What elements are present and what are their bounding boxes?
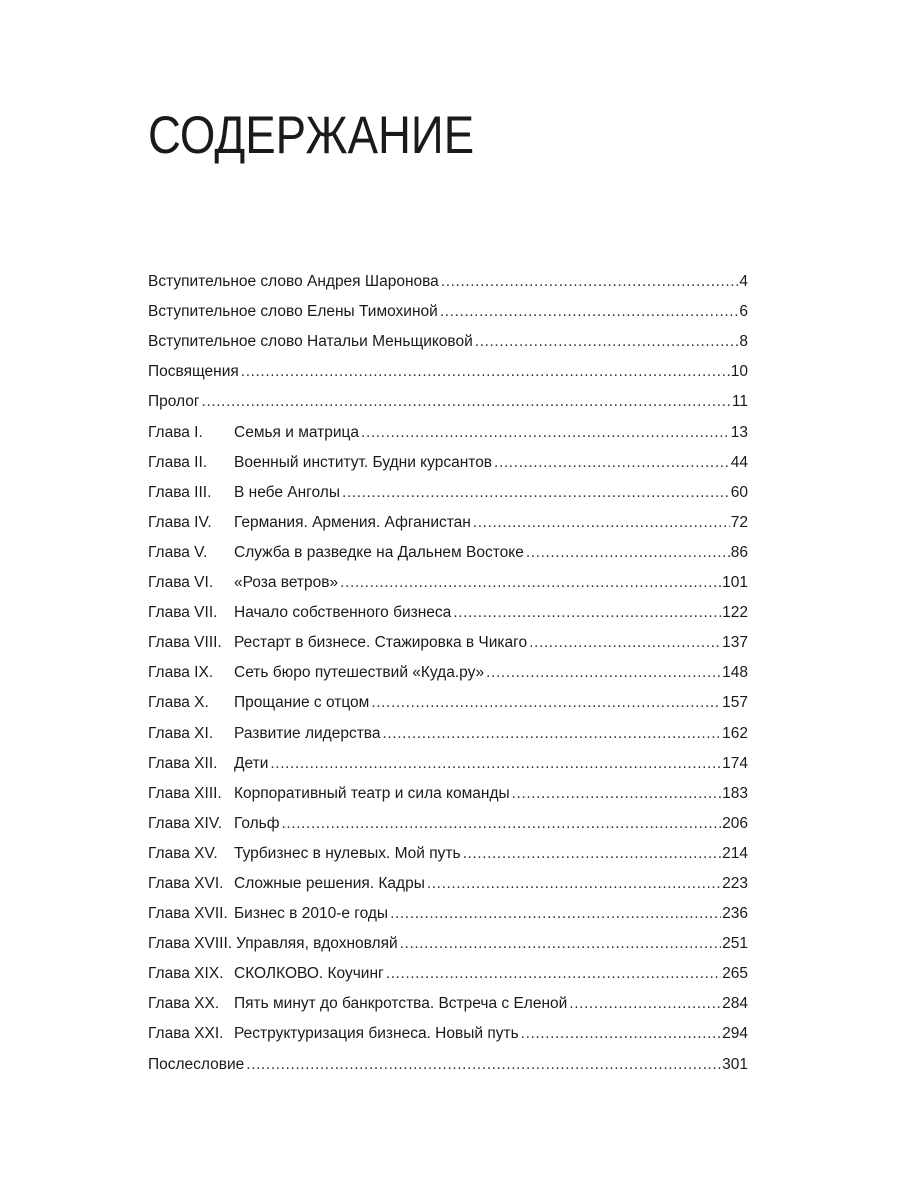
toc-dot-leader bbox=[202, 393, 731, 410]
toc-page-number: 301 bbox=[722, 1055, 748, 1073]
toc-entry bbox=[148, 621, 748, 651]
toc-page-number: 162 bbox=[722, 724, 748, 742]
toc-entry-title: Вступительное слово Елены Тимохиной bbox=[148, 303, 438, 321]
toc-dot-leader bbox=[521, 1025, 721, 1042]
toc-page-number: 13 bbox=[730, 423, 748, 441]
toc-dot-leader bbox=[371, 694, 721, 711]
toc-entry bbox=[148, 772, 748, 802]
toc-entry bbox=[148, 591, 748, 621]
toc-entry bbox=[148, 651, 748, 681]
toc-chapter-number: Глава IX. bbox=[148, 664, 234, 681]
toc-entry-title: Сеть бюро путешествий «Куда.ру» bbox=[234, 664, 485, 682]
toc-page-number: 236 bbox=[722, 905, 748, 923]
toc-entry bbox=[148, 260, 748, 290]
toc-page-number: 4 bbox=[739, 273, 748, 291]
toc-page-number: 251 bbox=[722, 935, 748, 953]
toc-page-number: 157 bbox=[722, 694, 748, 712]
toc-entry-title: В небе Анголы bbox=[234, 483, 340, 501]
toc-dot-leader bbox=[475, 333, 739, 350]
toc-entry bbox=[148, 862, 748, 892]
toc-page-number: 8 bbox=[739, 333, 748, 351]
toc-dot-leader bbox=[282, 815, 722, 832]
toc-chapter-number: Глава X. bbox=[148, 694, 234, 711]
toc-entry bbox=[148, 471, 748, 501]
toc-page-number: 122 bbox=[722, 604, 748, 622]
toc-entry bbox=[148, 380, 748, 410]
toc-dot-leader bbox=[440, 303, 739, 320]
toc-entry bbox=[148, 441, 748, 471]
toc-chapter-number: Глава XXI. bbox=[148, 1025, 234, 1042]
toc-entry bbox=[148, 982, 748, 1012]
toc-page-number: 72 bbox=[730, 513, 748, 531]
toc-chapter-number: Глава XIII. bbox=[148, 785, 234, 802]
toc-dot-leader bbox=[526, 544, 730, 561]
toc-entry-title: Пролог bbox=[148, 393, 200, 411]
toc-dot-leader bbox=[486, 664, 721, 681]
toc-entry-title: Вступительное слово Андрея Шаронова bbox=[148, 273, 439, 291]
toc-page-number: 101 bbox=[722, 574, 748, 592]
toc-entry bbox=[148, 290, 748, 320]
toc-page-number: 206 bbox=[722, 814, 748, 832]
toc-page-number: 284 bbox=[722, 995, 748, 1013]
toc-chapter-number: Глава XVI. bbox=[148, 875, 234, 892]
toc-chapter-number: Глава XI. bbox=[148, 725, 234, 742]
toc-dot-leader bbox=[400, 935, 721, 952]
toc-chapter-number: Глава XX. bbox=[148, 995, 234, 1012]
toc-chapter-number: Глава XV. bbox=[148, 845, 234, 862]
toc-chapter-number: Глава XVII. bbox=[148, 905, 234, 922]
toc-entry bbox=[148, 742, 748, 772]
toc-entry-title: СКОЛКОВО. Коучинг bbox=[234, 965, 384, 983]
toc-entry-title: Управляя, вдохновляй bbox=[236, 935, 398, 953]
toc-chapter-number: Глава I. bbox=[148, 424, 234, 441]
toc-chapter-number: Глава XIX. bbox=[148, 965, 234, 982]
toc-chapter-number: Глава XIV. bbox=[148, 815, 234, 832]
toc-entry-title: Пять минут до банкротства. Встреча с Еленой bbox=[234, 995, 568, 1013]
toc-dot-leader bbox=[246, 1056, 721, 1073]
toc-page-number: 265 bbox=[722, 965, 748, 983]
toc-entry bbox=[148, 561, 748, 591]
toc-page-number: 214 bbox=[722, 844, 748, 862]
toc-entry-title: Прощание с отцом bbox=[234, 694, 370, 712]
toc-entry bbox=[148, 952, 748, 982]
toc-entry bbox=[148, 802, 748, 832]
toc-page-number: 44 bbox=[730, 453, 748, 471]
toc-entry bbox=[148, 531, 748, 561]
toc-dot-leader bbox=[463, 845, 722, 862]
toc-page-number: 137 bbox=[722, 634, 748, 652]
toc-dot-leader bbox=[512, 785, 721, 802]
toc-dot-leader bbox=[270, 755, 721, 772]
toc-entry-title: Служба в разведке на Дальнем Востоке bbox=[234, 543, 524, 561]
table-of-contents bbox=[148, 260, 748, 1073]
toc-dot-leader bbox=[427, 875, 721, 892]
toc-dot-leader bbox=[390, 905, 721, 922]
page-title: СОДЕРЖАНИЕ bbox=[148, 106, 475, 165]
toc-dot-leader bbox=[453, 604, 721, 621]
toc-chapter-number: Глава III. bbox=[148, 484, 234, 501]
toc-entry-title: Дети bbox=[234, 754, 269, 772]
toc-page-number: 11 bbox=[731, 393, 748, 411]
toc-dot-leader bbox=[241, 363, 730, 380]
toc-dot-leader bbox=[473, 514, 730, 531]
toc-chapter-number: Глава II. bbox=[148, 454, 234, 471]
toc-page-number: 148 bbox=[722, 664, 748, 682]
toc-entry-title: Гольф bbox=[234, 814, 280, 832]
toc-chapter-number: Глава VII. bbox=[148, 604, 234, 621]
toc-chapter-number: Глава V. bbox=[148, 544, 234, 561]
toc-page-number: 10 bbox=[730, 363, 748, 381]
toc-page-number: 60 bbox=[730, 483, 748, 501]
toc-entry-title: Сложные решения. Кадры bbox=[234, 874, 425, 892]
toc-entry-title: Рестарт в бизнесе. Стажировка в Чикаго bbox=[234, 634, 528, 652]
toc-entry bbox=[148, 410, 748, 440]
toc-dot-leader bbox=[382, 725, 721, 742]
toc-entry bbox=[148, 1042, 748, 1072]
toc-entry bbox=[148, 892, 748, 922]
toc-entry bbox=[148, 922, 748, 952]
toc-dot-leader bbox=[386, 965, 721, 982]
toc-entry bbox=[148, 501, 748, 531]
toc-entry-title: Военный институт. Будни курсантов bbox=[234, 453, 493, 471]
toc-dot-leader bbox=[361, 424, 730, 441]
toc-chapter-number: Глава VIII. bbox=[148, 634, 234, 651]
toc-entry bbox=[148, 832, 748, 862]
toc-dot-leader bbox=[569, 995, 721, 1012]
toc-entry bbox=[148, 320, 748, 350]
toc-page-number: 86 bbox=[730, 543, 748, 561]
toc-entry-title: «Роза ветров» bbox=[234, 574, 339, 592]
toc-entry-title: Развитие лидерства bbox=[234, 724, 381, 742]
toc-entry-title: Послесловие bbox=[148, 1055, 245, 1073]
toc-entry-title: Германия. Армения. Афганистан bbox=[234, 513, 471, 531]
toc-page-number: 294 bbox=[722, 1025, 748, 1043]
toc-chapter-number: Глава XII. bbox=[148, 755, 234, 772]
toc-page-number: 223 bbox=[722, 874, 748, 892]
toc-entry bbox=[148, 681, 748, 711]
toc-chapter-number: Глава XVIII. bbox=[148, 935, 236, 952]
toc-entry bbox=[148, 1012, 748, 1042]
toc-page-number: 6 bbox=[739, 303, 748, 321]
toc-dot-leader bbox=[441, 273, 739, 290]
toc-entry-title: Корпоративный театр и сила команды bbox=[234, 784, 510, 802]
toc-entry-title: Турбизнес в нулевых. Мой путь bbox=[234, 844, 461, 862]
toc-dot-leader bbox=[529, 634, 721, 651]
toc-dot-leader bbox=[494, 454, 730, 471]
toc-entry-title: Начало собственного бизнеса bbox=[234, 604, 452, 622]
toc-entry-title: Реструктуризация бизнеса. Новый путь bbox=[234, 1025, 519, 1043]
toc-entry-title: Посвящения bbox=[148, 363, 239, 381]
toc-entry-title: Бизнес в 2010-е годы bbox=[234, 905, 389, 923]
toc-chapter-number: Глава IV. bbox=[148, 514, 234, 531]
toc-chapter-number: Глава VI. bbox=[148, 574, 234, 591]
toc-entry-title: Вступительное слово Натальи Меньщиковой bbox=[148, 333, 473, 351]
toc-entry-title: Семья и матрица bbox=[234, 423, 360, 441]
toc-entry bbox=[148, 350, 748, 380]
toc-dot-leader bbox=[342, 484, 730, 501]
toc-page-number: 183 bbox=[722, 784, 748, 802]
toc-entry bbox=[148, 711, 748, 741]
toc-page-number: 174 bbox=[722, 754, 748, 772]
toc-dot-leader bbox=[340, 574, 721, 591]
